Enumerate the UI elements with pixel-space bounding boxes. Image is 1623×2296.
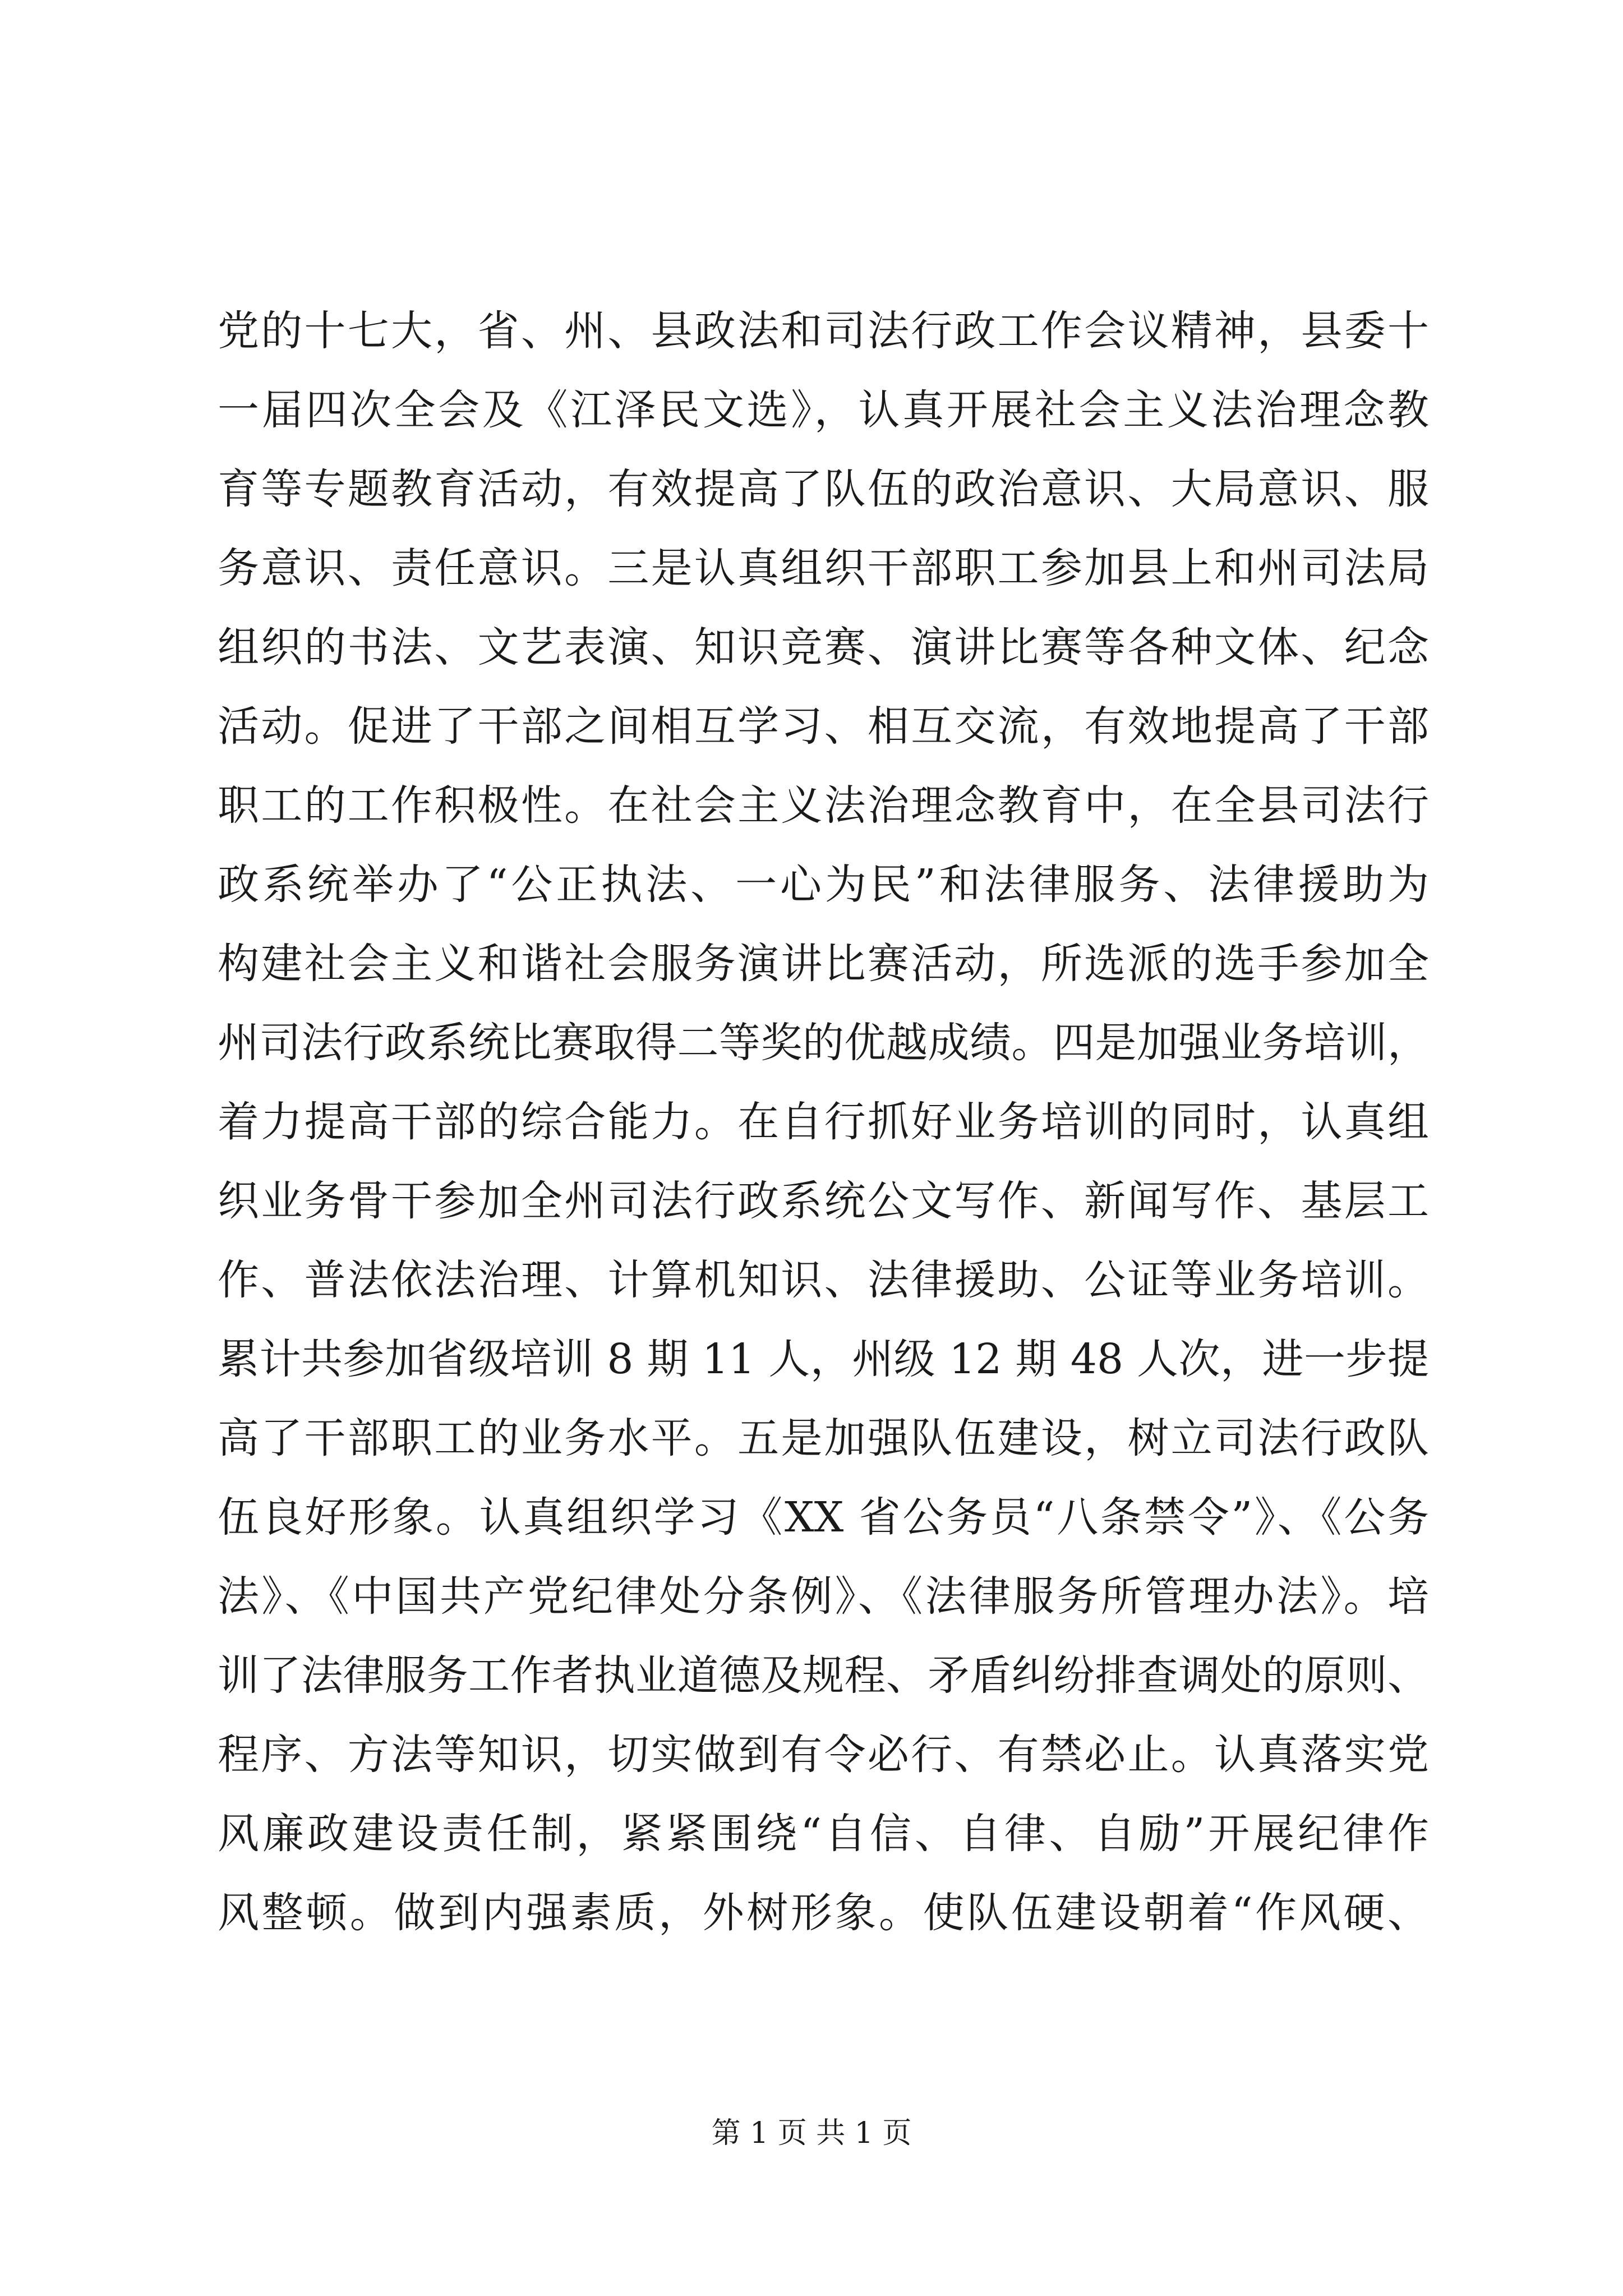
text-line-1: 党的十七大，省、州、县政法和司法行政工作会议精神，县委十 — [218, 307, 1429, 355]
text-line-17: 法》、《中国共产党纪律处分条例》、《法律服务所管理办法》。培 — [218, 1572, 1429, 1621]
page-footer: 第 1 页 共 1 页 — [711, 2116, 912, 2150]
text-line-6: 活动。促进了干部之间相互学习、相互交流，有效地提高了干部 — [218, 702, 1429, 751]
text-line-21: 风整顿。做到内强素质，外树形象。使队伍建设朝着“作风硬、 — [218, 1889, 1429, 1937]
text-line-14: 累计共参加省级培训 8 期 11 人，州级 12 期 48 人次，进一步提 — [218, 1335, 1429, 1383]
text-line-5: 组织的书法、文艺表演、知识竞赛、演讲比赛等各种文体、纪念 — [218, 623, 1429, 671]
text-line-13: 作、普法依法治理、计算机知识、法律援助、公证等业务培训。 — [218, 1256, 1429, 1304]
text-line-9: 构建社会主义和谐社会服务演讲比赛活动，所选派的选手参加全 — [218, 940, 1429, 988]
text-line-19: 程序、方法等知识，切实做到有令必行、有禁必止。认真落实党 — [218, 1731, 1429, 1779]
body-text — [218, 292, 1429, 1953]
text-line-15: 高了干部职工的业务水平。五是加强队伍建设，树立司法行政队 — [218, 1414, 1429, 1462]
text-line-3: 育等专题教育活动，有效提高了队伍的政治意识、大局意识、服 — [218, 465, 1429, 513]
text-line-11: 着力提高干部的综合能力。在自行抓好业务培训的同时，认真组 — [218, 1098, 1429, 1146]
text-line-7: 职工的工作积极性。在社会主义法治理念教育中，在全县司法行 — [218, 781, 1429, 830]
text-line-2: 一届四次全会及《江泽民文选》，认真开展社会主义法治理念教 — [218, 386, 1429, 434]
text-line-18: 训了法律服务工作者执业道德及规程、矛盾纠纷排查调处的原则、 — [218, 1651, 1429, 1700]
text-line-12: 织业务骨干参加全州司法行政系统公文写作、新闻写作、基层工 — [218, 1177, 1429, 1225]
text-line-20: 风廉政建设责任制，紧紧围绕“自信、自律、自励”开展纪律作 — [218, 1810, 1429, 1858]
text-line-8: 政系统举办了“公正执法、一心为民”和法律服务、法律援助为 — [218, 861, 1429, 909]
text-line-10: 州司法行政系统比赛取得二等奖的优越成绩。四是加强业务培训， — [218, 1019, 1429, 1067]
text-line-16: 伍良好形象。认真组织学习《XX 省公务员“八条禁令”》、《公务 — [218, 1493, 1429, 1542]
text-line-4: 务意识、责任意识。三是认真组织干部职工参加县上和州司法局 — [218, 544, 1429, 592]
